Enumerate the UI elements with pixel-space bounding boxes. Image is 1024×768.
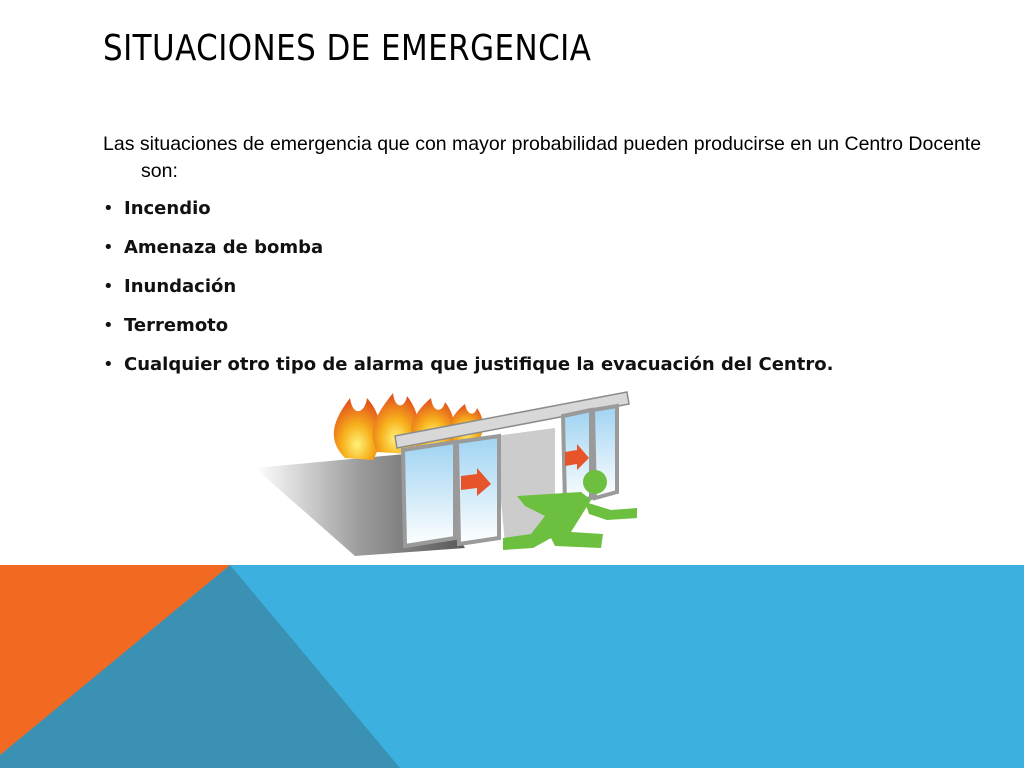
footer-decoration: [0, 565, 1024, 768]
list-item-text: Inundación: [124, 276, 237, 297]
list-item-text: Terremoto: [124, 315, 229, 336]
bullet-icon: •: [103, 237, 114, 258]
list-item: [103, 352, 833, 391]
list-item-text: Amenaza de bomba: [124, 237, 324, 258]
list-item-text: Cualquier otro tipo de alarma que justifique la evacuación del Centro.: [124, 354, 834, 375]
list-item: [103, 196, 833, 235]
list-item: [103, 235, 833, 274]
bullet-icon: •: [103, 315, 114, 336]
bullet-icon: •: [103, 276, 114, 297]
slide-title: SITUACIONES DE EMERGENCIA: [103, 28, 592, 69]
fire-evacuation-exit-icon: [255, 388, 645, 560]
bullet-icon: •: [103, 354, 114, 375]
emergency-list: [103, 196, 833, 391]
glass-door-panel: [403, 442, 455, 546]
intro-paragraph: Las situaciones de emergencia que con mayor probabilidad pueden producirse en un Centro Docente son:: [103, 133, 982, 182]
list-item: [103, 313, 833, 352]
bullet-icon: •: [103, 198, 114, 219]
list-item-text: Incendio: [124, 198, 211, 219]
list-item: [103, 274, 833, 313]
